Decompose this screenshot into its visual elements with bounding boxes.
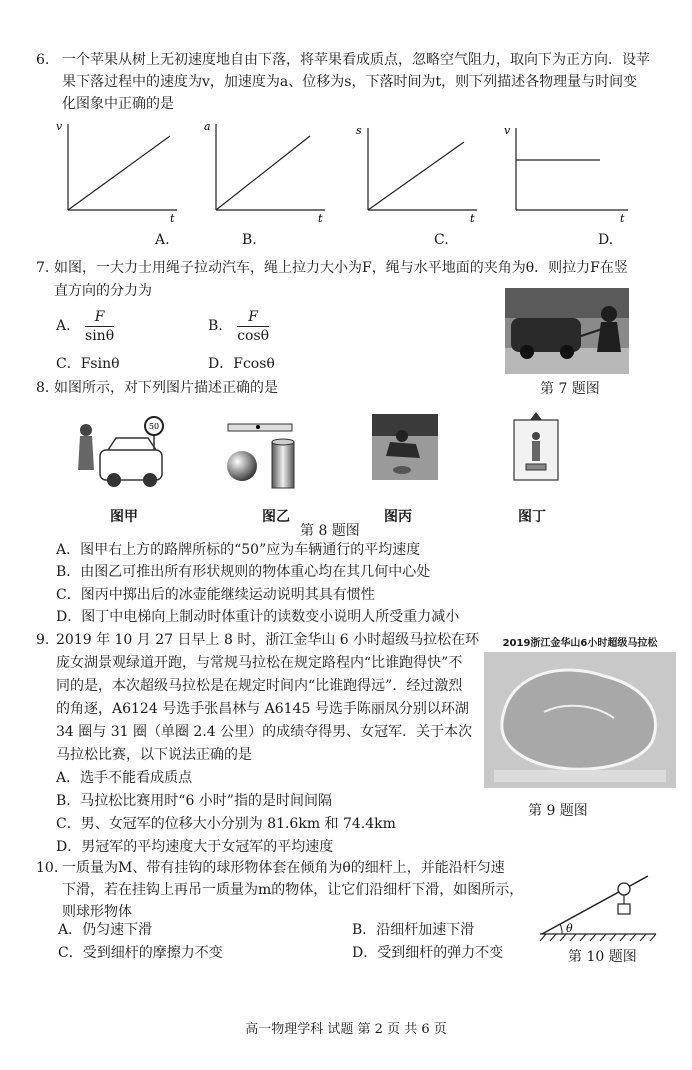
graph-c-ylabel: s — [356, 124, 362, 137]
speed-sign-text: 50 — [148, 422, 160, 431]
graph-a-label: A. — [155, 232, 170, 248]
q9-map — [482, 634, 678, 790]
bar-shape — [228, 424, 292, 431]
hanging-block — [618, 904, 630, 914]
q8-label-bing: 图丙 — [384, 509, 412, 525]
q7-option-c: C．Fsinθ — [56, 356, 120, 372]
q8-figure-bing — [372, 414, 438, 480]
q9-stem-line5: 34 圈与 31 圈（单圈 2.4 公里）的成绩夺得男、女冠军．关于本次 — [56, 724, 473, 740]
q10-option-b: B．沿细杆加速下滑 — [352, 922, 475, 938]
q7-caption: 第 7 题图 — [540, 381, 600, 397]
person-shape — [78, 436, 94, 470]
page-footer: 高一物理学科 试题 第 2 页 共 6 页 — [245, 1022, 447, 1037]
q8-figure-ding — [508, 410, 564, 484]
q9-stem-line2: 庞女湖景观绿道开跑，与常规马拉松在规定路程内“比谁跑得快”不 — [56, 655, 463, 671]
q8-figure-yi — [222, 418, 302, 498]
q9-option-d: D．男冠军的平均速度大于女冠军的平均速度 — [56, 839, 334, 855]
q9-number: 9. — [36, 632, 50, 648]
q7-option-b-den: cosθ — [237, 327, 270, 344]
q8-figure-jia — [72, 414, 168, 492]
q10-diagram — [536, 866, 660, 942]
q7-option-b-fraction — [237, 308, 269, 345]
graph-a-xlabel: t — [170, 212, 175, 224]
q8-stem: 如图所示，对下列图片描述正确的是 — [54, 380, 278, 396]
q8-label-ding: 图丁 — [518, 509, 546, 525]
q10-option-d: D．受到细杆的弹力不变 — [352, 945, 504, 961]
curling-stone — [393, 466, 411, 474]
q10-stem-line3: 则球形物体 — [62, 904, 132, 920]
rod-line — [542, 876, 648, 934]
q6-stem-line3: 化图象中正确的是 — [62, 96, 174, 112]
q8-label-jia: 图甲 — [110, 509, 138, 525]
graph-d-label: D. — [598, 232, 614, 248]
q7-stem-line1: 如图，一大力士用绳子拉动汽车，绳上拉力大小为F，绳与水平地面的夹角为θ．则拉力F在竖 — [54, 260, 628, 276]
sphere-shape — [227, 451, 257, 481]
q10-stem-line1: 一质量为M、带有挂钩的球形物体套在倾角为θ的细杆上，并能沿杆匀速 — [62, 860, 505, 876]
person-shape-ding — [532, 441, 540, 461]
q7-photo — [505, 288, 629, 374]
q7-number: 7. — [36, 260, 50, 276]
q10-stem-line2: 下滑，若在挂钩上再吊一质量为m的物体，让它们沿细杆下滑，如图所示， — [62, 882, 524, 898]
graph-c-line — [368, 142, 464, 210]
q6-number: 6. — [36, 52, 50, 68]
q7-stem-line2: 直方向的分力为 — [54, 283, 152, 299]
graph-d-ylabel: v — [504, 124, 511, 137]
graph-b — [200, 118, 330, 224]
angle-label: θ — [566, 922, 573, 935]
graph-b-label: B. — [242, 232, 257, 248]
graph-a — [52, 118, 182, 224]
q9-stem-line1: 2019 年 10 月 27 日早上 8 时，浙江金华山 6 小时超级马拉松在环 — [56, 632, 480, 648]
arrow-up-icon — [530, 412, 542, 420]
cylinder-shape — [272, 442, 294, 488]
graph-b-xlabel: t — [318, 212, 323, 224]
q9-map-title: 2019浙江金华山6小时超级马拉松 — [502, 638, 658, 649]
q9-map-image — [484, 652, 676, 788]
q8-number: 8. — [36, 380, 50, 396]
graph-b-ylabel: a — [204, 120, 211, 133]
curler-shape — [386, 442, 420, 458]
ball-shape — [618, 883, 630, 895]
graph-c-xlabel: t — [470, 212, 475, 224]
q10-option-c: C．受到细杆的摩擦力不变 — [58, 945, 223, 961]
q8-option-b: B．由图乙可推出所有形状规则的物体重心均在其几何中心处 — [56, 564, 431, 580]
q8-label-yi: 图乙 — [262, 509, 290, 525]
q7-option-b — [208, 305, 269, 347]
q10-caption: 第 10 题图 — [568, 949, 637, 965]
q9-caption: 第 9 题图 — [528, 803, 588, 819]
q8-option-c: C．图丙中掷出后的冰壶能继续运动说明其具有惯性 — [56, 587, 375, 603]
graph-b-line — [216, 136, 310, 210]
graph-d-xlabel: t — [620, 212, 625, 224]
q9-option-c: C．男、女冠军的位移大小分别为 81.6km 和 74.4km — [56, 816, 396, 832]
angle-arc — [560, 924, 562, 934]
q7-option-b-num: F — [237, 308, 269, 327]
q9-option-b: B．马拉松比赛用时“6 小时”指的是时间间隔 — [56, 793, 332, 809]
q7-option-a-num: F — [85, 308, 114, 327]
q9-stem-line6: 马拉松比赛，以下说法正确的是 — [56, 747, 252, 763]
q7-option-a-fraction — [85, 308, 114, 345]
q10-number: 10. — [36, 860, 59, 876]
q8-option-d: D．图丁中电梯向上制动时体重计的读数变小说明人所受重力减小 — [56, 609, 460, 625]
q7-option-d: D．Fcosθ — [208, 356, 275, 372]
scale-shape — [526, 464, 546, 470]
q7-option-b-label: B. — [208, 318, 223, 334]
graph-a-ylabel: v — [56, 120, 63, 133]
q7-option-a-den: sinθ — [85, 327, 115, 344]
graph-c-label: C. — [434, 232, 449, 248]
q10-option-a: A．仍匀速下滑 — [58, 922, 153, 938]
q7-option-a — [56, 305, 114, 347]
q9-stem-line4: 的角逐，A6124 号选手张昌林与 A6145 号选手陈丽凤分别以环湖 — [56, 701, 469, 717]
strongman-shape — [597, 322, 621, 352]
q6-stem-line2: 果下落过程中的速度为v，加速度为a、位移为s，下落时间为t，则下列描述各物理量与时间变 — [62, 74, 638, 90]
q9-stem-line3: 同的是，本次超级马拉松是在规定时间内“比谁跑得远”．经过激烈 — [56, 678, 463, 694]
q6-stem-line1: 一个苹果从树上无初速度地自由下落，将苹果看成质点，忽略空气阻力，取向下为正方向．设苹 — [62, 52, 650, 68]
q8-caption: 第 8 题图 — [300, 523, 360, 539]
q9-option-a: A．选手不能看成质点 — [56, 770, 193, 786]
graph-d — [500, 122, 632, 224]
graph-c — [352, 122, 482, 224]
graph-a-line — [68, 136, 170, 210]
q8-option-a: A．图甲右上方的路牌所标的“50”应为车辆通行的平均速度 — [56, 542, 421, 558]
q7-option-a-label: A. — [56, 318, 71, 334]
